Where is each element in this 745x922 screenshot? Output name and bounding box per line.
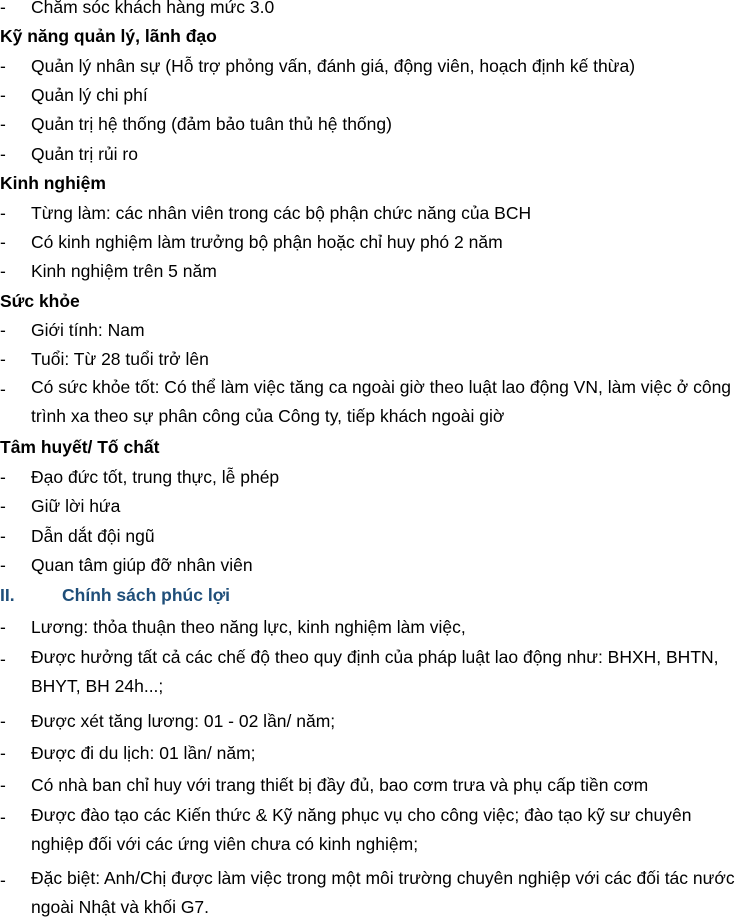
- list-item-text: Có nhà ban chỉ huy với trang thiết bị đầy đủ, bao cơm trưa và phụ cấp tiền cơm: [31, 775, 649, 795]
- list-item-text: Quản trị rủi ro: [31, 144, 138, 164]
- section-heading-health: Sức khỏe: [0, 291, 80, 311]
- list-item-text: Quản trị hệ thống (đảm bảo tuân thủ hệ thống): [31, 114, 392, 134]
- bullet-dash: -: [0, 203, 6, 223]
- bullet-dash: -: [0, 349, 6, 369]
- section-heading-experience: Kinh nghiệm: [0, 173, 106, 193]
- bullet-dash: -: [0, 144, 6, 164]
- list-item-text: Từng làm: các nhân viên trong các bộ phận chức năng của BCH: [31, 203, 532, 223]
- list-item-text: Đặc biệt: Anh/Chị được làm việc trong một môi trường chuyên nghiệp với các đối tác nước ngoài Nhật và khối G7.: [31, 868, 735, 917]
- list-item-text: Chăm sóc khách hàng mức 3.0: [31, 0, 275, 17]
- bullet-dash: -: [0, 467, 6, 487]
- list-item-text: Có sức khỏe tốt: Có thể làm việc tăng ca ngoài giờ theo luật lao động VN, làm việc ở công trình xa theo sự phân công của Công ty, tiếp khách ngoài giờ: [31, 377, 732, 426]
- list-item-text: Đạo đức tốt, trung thực, lễ phép: [31, 467, 280, 487]
- section-heading-management: Kỹ năng quản lý, lãnh đạo: [0, 26, 217, 46]
- bullet-dash: -: [0, 775, 6, 795]
- bullet-dash: -: [0, 114, 6, 134]
- list-item-text: Quan tâm giúp đỡ nhân viên: [31, 555, 253, 575]
- list-item-text: Quản lý nhân sự (Hỗ trợ phỏng vấn, đánh giá, động viên, hoạch định kế thừa): [31, 56, 636, 76]
- list-item-text: Được xét tăng lương: 01 - 02 lần/ năm;: [31, 711, 336, 731]
- section-heading-qualities: Tâm huyết/ Tố chất: [0, 437, 160, 457]
- bullet-dash: -: [0, 526, 6, 546]
- list-item-text: Được đi du lịch: 01 lần/ năm;: [31, 743, 256, 763]
- bullet-dash: -: [0, 85, 6, 105]
- bullet-dash: -: [0, 649, 6, 669]
- bullet-dash: -: [0, 555, 6, 575]
- list-item-text: Kinh nghiệm trên 5 năm: [31, 261, 217, 281]
- bullet-dash: -: [0, 711, 6, 731]
- section-title: Chính sách phúc lợi: [62, 585, 231, 605]
- bullet-dash: -: [0, 379, 6, 399]
- bullet-dash: -: [0, 0, 6, 17]
- bullet-dash: -: [0, 320, 6, 340]
- list-item-text: Dẫn dắt đội ngũ: [31, 526, 155, 546]
- list-item-text: Giữ lời hứa: [31, 496, 121, 516]
- list-item-text: Quản lý chi phí: [31, 85, 148, 105]
- list-item-text: Lương: thỏa thuận theo năng lực, kinh nghiệm làm việc,: [31, 617, 466, 637]
- bullet-dash: -: [0, 743, 6, 763]
- list-item-text: Có kinh nghiệm làm trưởng bộ phận hoặc chỉ huy phó 2 năm: [31, 232, 503, 252]
- bullet-dash: -: [0, 261, 6, 281]
- bullet-dash: -: [0, 807, 6, 827]
- bullet-dash: -: [0, 870, 6, 890]
- bullet-dash: -: [0, 496, 6, 516]
- bullet-dash: -: [0, 617, 6, 637]
- list-item-text: Giới tính: Nam: [31, 320, 145, 340]
- bullet-dash: -: [0, 56, 6, 76]
- list-item-text: Được hưởng tất cả các chế độ theo quy định của pháp luật lao động như: BHXH, BHTN, BHYT, BH 24h...;: [31, 647, 719, 696]
- bullet-dash: -: [0, 232, 6, 252]
- section-number: II.: [0, 585, 15, 605]
- list-item-text: Được đào tạo các Kiến thức & Kỹ năng phục vụ cho công việc; đào tạo kỹ sư chuyên nghiệp đối với các ứng viên chưa có kinh nghiệm;: [31, 805, 692, 854]
- list-item-text: Tuổi: Từ 28 tuổi trở lên: [31, 349, 209, 369]
